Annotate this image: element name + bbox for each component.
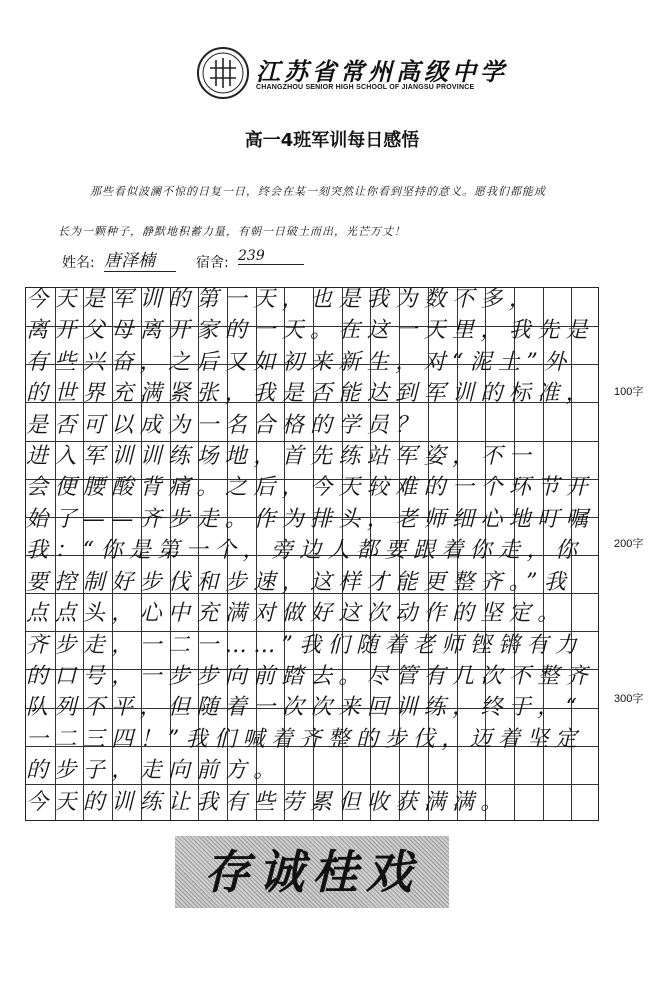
- school-logo-icon: [196, 46, 250, 100]
- intro-line-2: 长为一颗种子，静默地积蓄力量，有朝一日破土而出，光芒万丈！: [58, 225, 406, 238]
- essay-line: 始了——齐步走。作为排头，老师细心地叮嘱: [26, 506, 595, 532]
- essay-line: 的世界充满紧张，我是否能达到军训的标准，: [26, 381, 595, 407]
- essay-line: 是否可以成为一名合格的学员？: [26, 412, 424, 438]
- essay-line: 队列不平，但随着一次次来回训练，终于，“: [26, 695, 584, 721]
- page-title: 高一4班军训每日感悟: [244, 130, 420, 151]
- calligraphy-seal: [175, 836, 449, 908]
- school-name-en: CHANGZHOU SENIOR HIGH SCHOOL OF JIANGSU PROVINCE: [256, 84, 475, 91]
- dorm-field: 239: [238, 248, 304, 265]
- essay-line: 一二三四！”我们喊着齐整的步伐，迈着坚定: [26, 726, 584, 752]
- name-field: 唐泽楠: [104, 246, 176, 272]
- essay-line: 齐步走，一二一……”我们随着老师铿锵有力: [26, 632, 584, 658]
- essay-line: 的步子，走向前方。: [26, 758, 282, 784]
- name-label: 姓名:: [62, 255, 95, 271]
- essay-line: 要控制好步伐和步速，这样才能更整齐。”我: [26, 569, 573, 595]
- word-count-300: 300字: [614, 693, 644, 705]
- intro-line-1: 那些看似波澜不惊的日复一日，终会在某一刻突然让你看到坚持的意义。愿我们都能成: [90, 185, 546, 198]
- seal-text: 存诚桂戏: [204, 845, 420, 899]
- writing-grid: [25, 287, 599, 821]
- school-name: 江苏省常州高级中学: [256, 57, 508, 86]
- word-count-200: 200字: [614, 538, 644, 550]
- essay-line: 有些兴奋，之后又如初来新生，对“泥土”外: [26, 349, 573, 375]
- essay-line: 今天的训练让我有些劳累但收获满满。: [26, 789, 509, 815]
- essay-line: 的口号，一步步向前踏去。尽管有几次不整齐: [26, 663, 595, 689]
- essay-line: 我：“你是第一个，旁边人都要跟着你走，你: [26, 538, 584, 564]
- dorm-label: 宿舍:: [196, 255, 229, 271]
- essay-line: 离开父母离开家的一天。在这一天里，我先是: [26, 318, 595, 344]
- essay-line: 点点头，心中充满对做好这次动作的坚定。: [26, 601, 566, 627]
- essay-line: 会便腰酸背痛。之后，今天较难的一个环节开: [26, 475, 595, 501]
- word-count-100: 100字: [614, 386, 644, 398]
- essay-line: 进入军训训练场地，首先练站军姿，不一: [26, 444, 538, 470]
- essay-line: 今天是军训的第一天，也是我为数不多，: [26, 287, 538, 312]
